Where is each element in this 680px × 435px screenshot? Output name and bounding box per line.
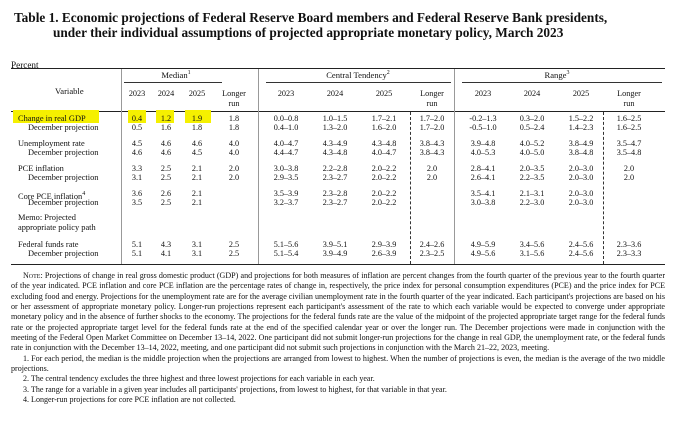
table-cell: 3.1	[191, 240, 203, 249]
table-cell: 0.5–2.4	[519, 123, 545, 132]
table-cell: 2.8–4.1	[470, 164, 496, 173]
table-cell: 2.3–3.3	[616, 249, 642, 258]
table-cell: 1.6–2.5	[616, 123, 642, 132]
table-cell: 2.0–3.0	[568, 164, 594, 173]
table-cell: 1.8	[228, 114, 240, 123]
table-cell: 4.4–4.7	[273, 148, 299, 157]
table-cell: 2.0	[623, 164, 635, 173]
row-label: Memo: Projected	[18, 213, 76, 222]
table-cell: 4.3–4.8	[371, 139, 397, 148]
table-cell: 5.1	[131, 240, 143, 249]
table-cell: 2.0	[426, 173, 438, 182]
table-cell: 4.0–5.0	[519, 148, 545, 157]
table-cell: 4.6	[160, 148, 172, 157]
table-cell: 3.1	[131, 173, 143, 182]
table-cell: 4.0–5.3	[470, 148, 496, 157]
table-cell: 3.5–4.7	[616, 139, 642, 148]
table-cell: 2.2–3.5	[519, 173, 545, 182]
table-cell: 2.0	[228, 173, 240, 182]
table-bottom-rule	[11, 264, 665, 265]
table-cell: 2.9–3.9	[371, 240, 397, 249]
table-cell: 4.5	[131, 139, 143, 148]
table-cell: 4.0–5.2	[519, 139, 545, 148]
table-cell: 2.4–5.6	[568, 249, 594, 258]
table-cell: 1.7–2.1	[371, 114, 397, 123]
table-cell: 1.6–2.5	[616, 114, 642, 123]
table-cell: 4.0–4.7	[273, 139, 299, 148]
table-cell: 1.8	[191, 123, 203, 132]
table-cell: 2.0–3.0	[568, 189, 594, 198]
variable-column-header: Variable	[55, 86, 84, 96]
table-cell: 1.2	[160, 114, 172, 123]
row-label: appropriate policy path	[18, 223, 96, 232]
group-header-median: Median$^1$	[161, 70, 191, 80]
median-col-2023: 2023	[128, 89, 146, 98]
row-label: December projection	[28, 249, 99, 258]
central-tendency-col-2023: 2023	[277, 89, 295, 98]
table-cell: 2.0–3.0	[568, 173, 594, 182]
table-cell: 4.0–4.7	[371, 148, 397, 157]
table-cell: 0.3–2.0	[519, 114, 545, 123]
note-text: Projections of change in real gross domestic product (GDP) and projections for both measures of inflation are percent changes from the fourth quarter of the previous year to the fourth quarter of the year indicated. PCE inflation and core PCE inflation are the percentage rates of change in, respectively, the price index for personal consumption expenditures (PCE) and the price index for PCE excluding food and energy. Projections for the unemployment rate are for the average civilian unemployment rate in the fourth quarter of the year indicated. Each participant's projections are based on his or her assessment of appropriate monetary policy. Longer-run projections represent each participant's assessment of the rate to which each variable would be expected to converge under appropriate monetary policy and in the absence of further shocks to the economy. The projections for the federal funds rate are the value of the midpoint of the projected appropriate target range for the federal funds rate or the projected appropriate target level for the federal funds rate at the end of the specified calendar year or over the longer run. The December projections were made in conjunction with the meeting of the Federal Open Market Committee on December 13–14, 2022. One participant did not submit longer-run projections for the change in real GDP, the unemployment rate, or the federal funds rate in conjunction with the December 13–14, 2022, meeting, and one participant did not submit such projections in conjunction with the March 21–22, 2023, meeting.	[11, 271, 665, 353]
table-cell: 2.0–3.5	[519, 164, 545, 173]
central-tendency-col-2024: 2024	[326, 89, 344, 98]
table-title	[14, 10, 674, 40]
row-label: December projection	[28, 173, 99, 182]
table-cell: 3.1–5.6	[519, 249, 545, 258]
notes-section	[11, 271, 665, 405]
central-tendency-underline	[266, 82, 451, 83]
row-label: Unemployment rate	[18, 139, 85, 148]
table-cell: 4.9–5.6	[470, 249, 496, 258]
table-cell: 4.0	[228, 148, 240, 157]
title-line-2: under their individual assumptions of projected appropriate monetary policy, March 2023	[53, 25, 564, 40]
table-cell: 3.8–4.3	[419, 148, 445, 157]
table-cell: -0.5–1.0	[469, 123, 497, 132]
table-cell: 2.0–2.2	[371, 164, 397, 173]
median-col-2025: 2025	[188, 89, 206, 98]
footnote-4: 4. Longer-run projections for core PCE inflation are not collected.	[23, 395, 236, 405]
table-cell: 0.0–0.8	[273, 114, 299, 123]
table-cell: 2.2–2.8	[322, 164, 348, 173]
table-cell: 2.9–3.5	[273, 173, 299, 182]
table-cell: 4.9–5.9	[470, 240, 496, 249]
table-cell: 2.6	[160, 189, 172, 198]
table-cell: 1.3–2.0	[322, 123, 348, 132]
table-cell: 2.3–2.8	[322, 189, 348, 198]
table-cell: 4.6	[191, 139, 203, 148]
table-cell: 0.4–1.0	[273, 123, 299, 132]
central-tendency-col-2025: 2025	[375, 89, 393, 98]
median-col-longer-run: Longer run	[222, 89, 246, 108]
table-cell: 2.0–2.2	[371, 173, 397, 182]
table-cell: 1.6–2.0	[371, 123, 397, 132]
table-cell: 1.0–1.5	[322, 114, 348, 123]
table-cell: 2.0–3.0	[568, 198, 594, 207]
title-line-1: Table 1. Economic projections of Federal Reserve Board members and Federal Reserve Bank presidents,	[14, 10, 608, 25]
table-cell: 2.0	[426, 164, 438, 173]
group-header-central-tendency: Central Tendency$^2$	[326, 70, 390, 80]
row-label: Core PCE inflation$^4$	[18, 191, 86, 201]
table-cell: 2.4–2.6	[419, 240, 445, 249]
table-cell: 2.5	[160, 198, 172, 207]
table-cell: 2.1	[191, 189, 203, 198]
table-cell: 4.6	[160, 139, 172, 148]
table-cell: 3.8–4.8	[568, 148, 594, 157]
table-cell: 3.4–5.6	[519, 240, 545, 249]
table-cell: 2.3–3.6	[616, 240, 642, 249]
row-label: December projection	[28, 198, 99, 207]
table-cell: 4.0	[228, 139, 240, 148]
table-cell: 3.1	[191, 249, 203, 258]
range-col-2023: 2023	[474, 89, 492, 98]
table-cell: 3.8–4.9	[568, 139, 594, 148]
row-label: December projection	[28, 148, 99, 157]
table-cell: 2.0–2.2	[371, 198, 397, 207]
table-cell: 5.1–5.6	[273, 240, 299, 249]
table-cell: 2.3–2.7	[322, 173, 348, 182]
footnote-3: 3. The range for a variable in a given year includes all participants' projections, from lowest to highest, for that variable in that year.	[23, 384, 447, 394]
table-cell: 2.5	[160, 164, 172, 173]
table-cell: 2.4–5.6	[568, 240, 594, 249]
central-tendency-col-longer-run: Longer run	[420, 89, 444, 108]
footnote-1: 1. For each period, the median is the middle projection when the projections are arranged from lowest to highest. When the number of projections is even, the median is the average of the two middle projections.	[11, 353, 665, 374]
table-cell: 4.1	[160, 249, 172, 258]
table-cell: 2.0–2.2	[371, 189, 397, 198]
range-col-longer-run: Longer run	[617, 89, 641, 108]
table-cell: 2.1	[191, 198, 203, 207]
unit-label: Percent	[11, 60, 39, 70]
table-cell: 2.6–4.1	[470, 173, 496, 182]
table-cell: 2.2–3.0	[519, 198, 545, 207]
group-header-range: Range$^3$	[544, 70, 570, 80]
table-cell: 2.1–3.1	[519, 189, 545, 198]
table-cell: 3.0–3.8	[470, 198, 496, 207]
table-cell: 3.5	[131, 198, 143, 207]
table-cell: 3.3	[131, 164, 143, 173]
table-cell: 2.3–2.5	[419, 249, 445, 258]
table-cell: 0.4	[131, 114, 143, 123]
table-cell: 3.0–3.8	[273, 164, 299, 173]
row-label: Federal funds rate	[18, 240, 79, 249]
table-top-rule	[11, 68, 665, 69]
table-cell: 4.3–4.8	[322, 148, 348, 157]
note-lead: Note:	[23, 271, 43, 280]
table-cell: 3.9–4.8	[470, 139, 496, 148]
table-cell: 3.9–5.1	[322, 240, 348, 249]
table-cell: 3.5–4.1	[470, 189, 496, 198]
table-cell: 2.0	[623, 173, 635, 182]
row-label: December projection	[28, 123, 99, 132]
table-cell: 0.5	[131, 123, 143, 132]
median-underline	[124, 82, 222, 83]
table-cell: 3.9–4.9	[322, 249, 348, 258]
table-cell: 2.5	[228, 240, 240, 249]
table-cell: 3.6	[131, 189, 143, 198]
table-cell: 1.7–2.0	[419, 114, 445, 123]
table-cell: 1.9	[191, 114, 203, 123]
table-cell: 4.6	[131, 148, 143, 157]
table-cell: -0.2–1.3	[469, 114, 497, 123]
range-col-2024: 2024	[523, 89, 541, 98]
header-bottom-rule	[11, 111, 665, 112]
table-cell: 2.1	[191, 164, 203, 173]
table-cell: 2.3–2.7	[322, 198, 348, 207]
table-cell: 2.5	[228, 249, 240, 258]
table-cell: 1.5–2.2	[568, 114, 594, 123]
range-underline	[462, 82, 662, 83]
table-cell: 2.5	[160, 173, 172, 182]
note-main	[11, 271, 665, 354]
table-cell: 3.8–4.3	[419, 139, 445, 148]
row-label: PCE inflation	[18, 164, 64, 173]
row-label: Change in real GDP	[18, 114, 86, 123]
table-cell: 5.1–5.4	[273, 249, 299, 258]
footnote-2: 2. The central tendency excludes the three highest and three lowest projections for each variable in each year.	[23, 374, 375, 384]
table-cell: 1.7–2.0	[419, 123, 445, 132]
table-cell: 5.1	[131, 249, 143, 258]
table-cell: 1.4–2.3	[568, 123, 594, 132]
table-cell: 4.3	[160, 240, 172, 249]
table-cell: 2.0	[228, 164, 240, 173]
table-cell: 3.5–4.8	[616, 148, 642, 157]
table-cell: 3.2–3.7	[273, 198, 299, 207]
table-cell: 4.3–4.9	[322, 139, 348, 148]
table-cell: 1.8	[228, 123, 240, 132]
median-col-2024: 2024	[157, 89, 175, 98]
table-cell: 2.1	[191, 173, 203, 182]
table-cell: 4.5	[191, 148, 203, 157]
table-cell: 1.6	[160, 123, 172, 132]
table-cell: 3.5–3.9	[273, 189, 299, 198]
table-cell: 2.6–3.9	[371, 249, 397, 258]
range-col-2025: 2025	[572, 89, 590, 98]
